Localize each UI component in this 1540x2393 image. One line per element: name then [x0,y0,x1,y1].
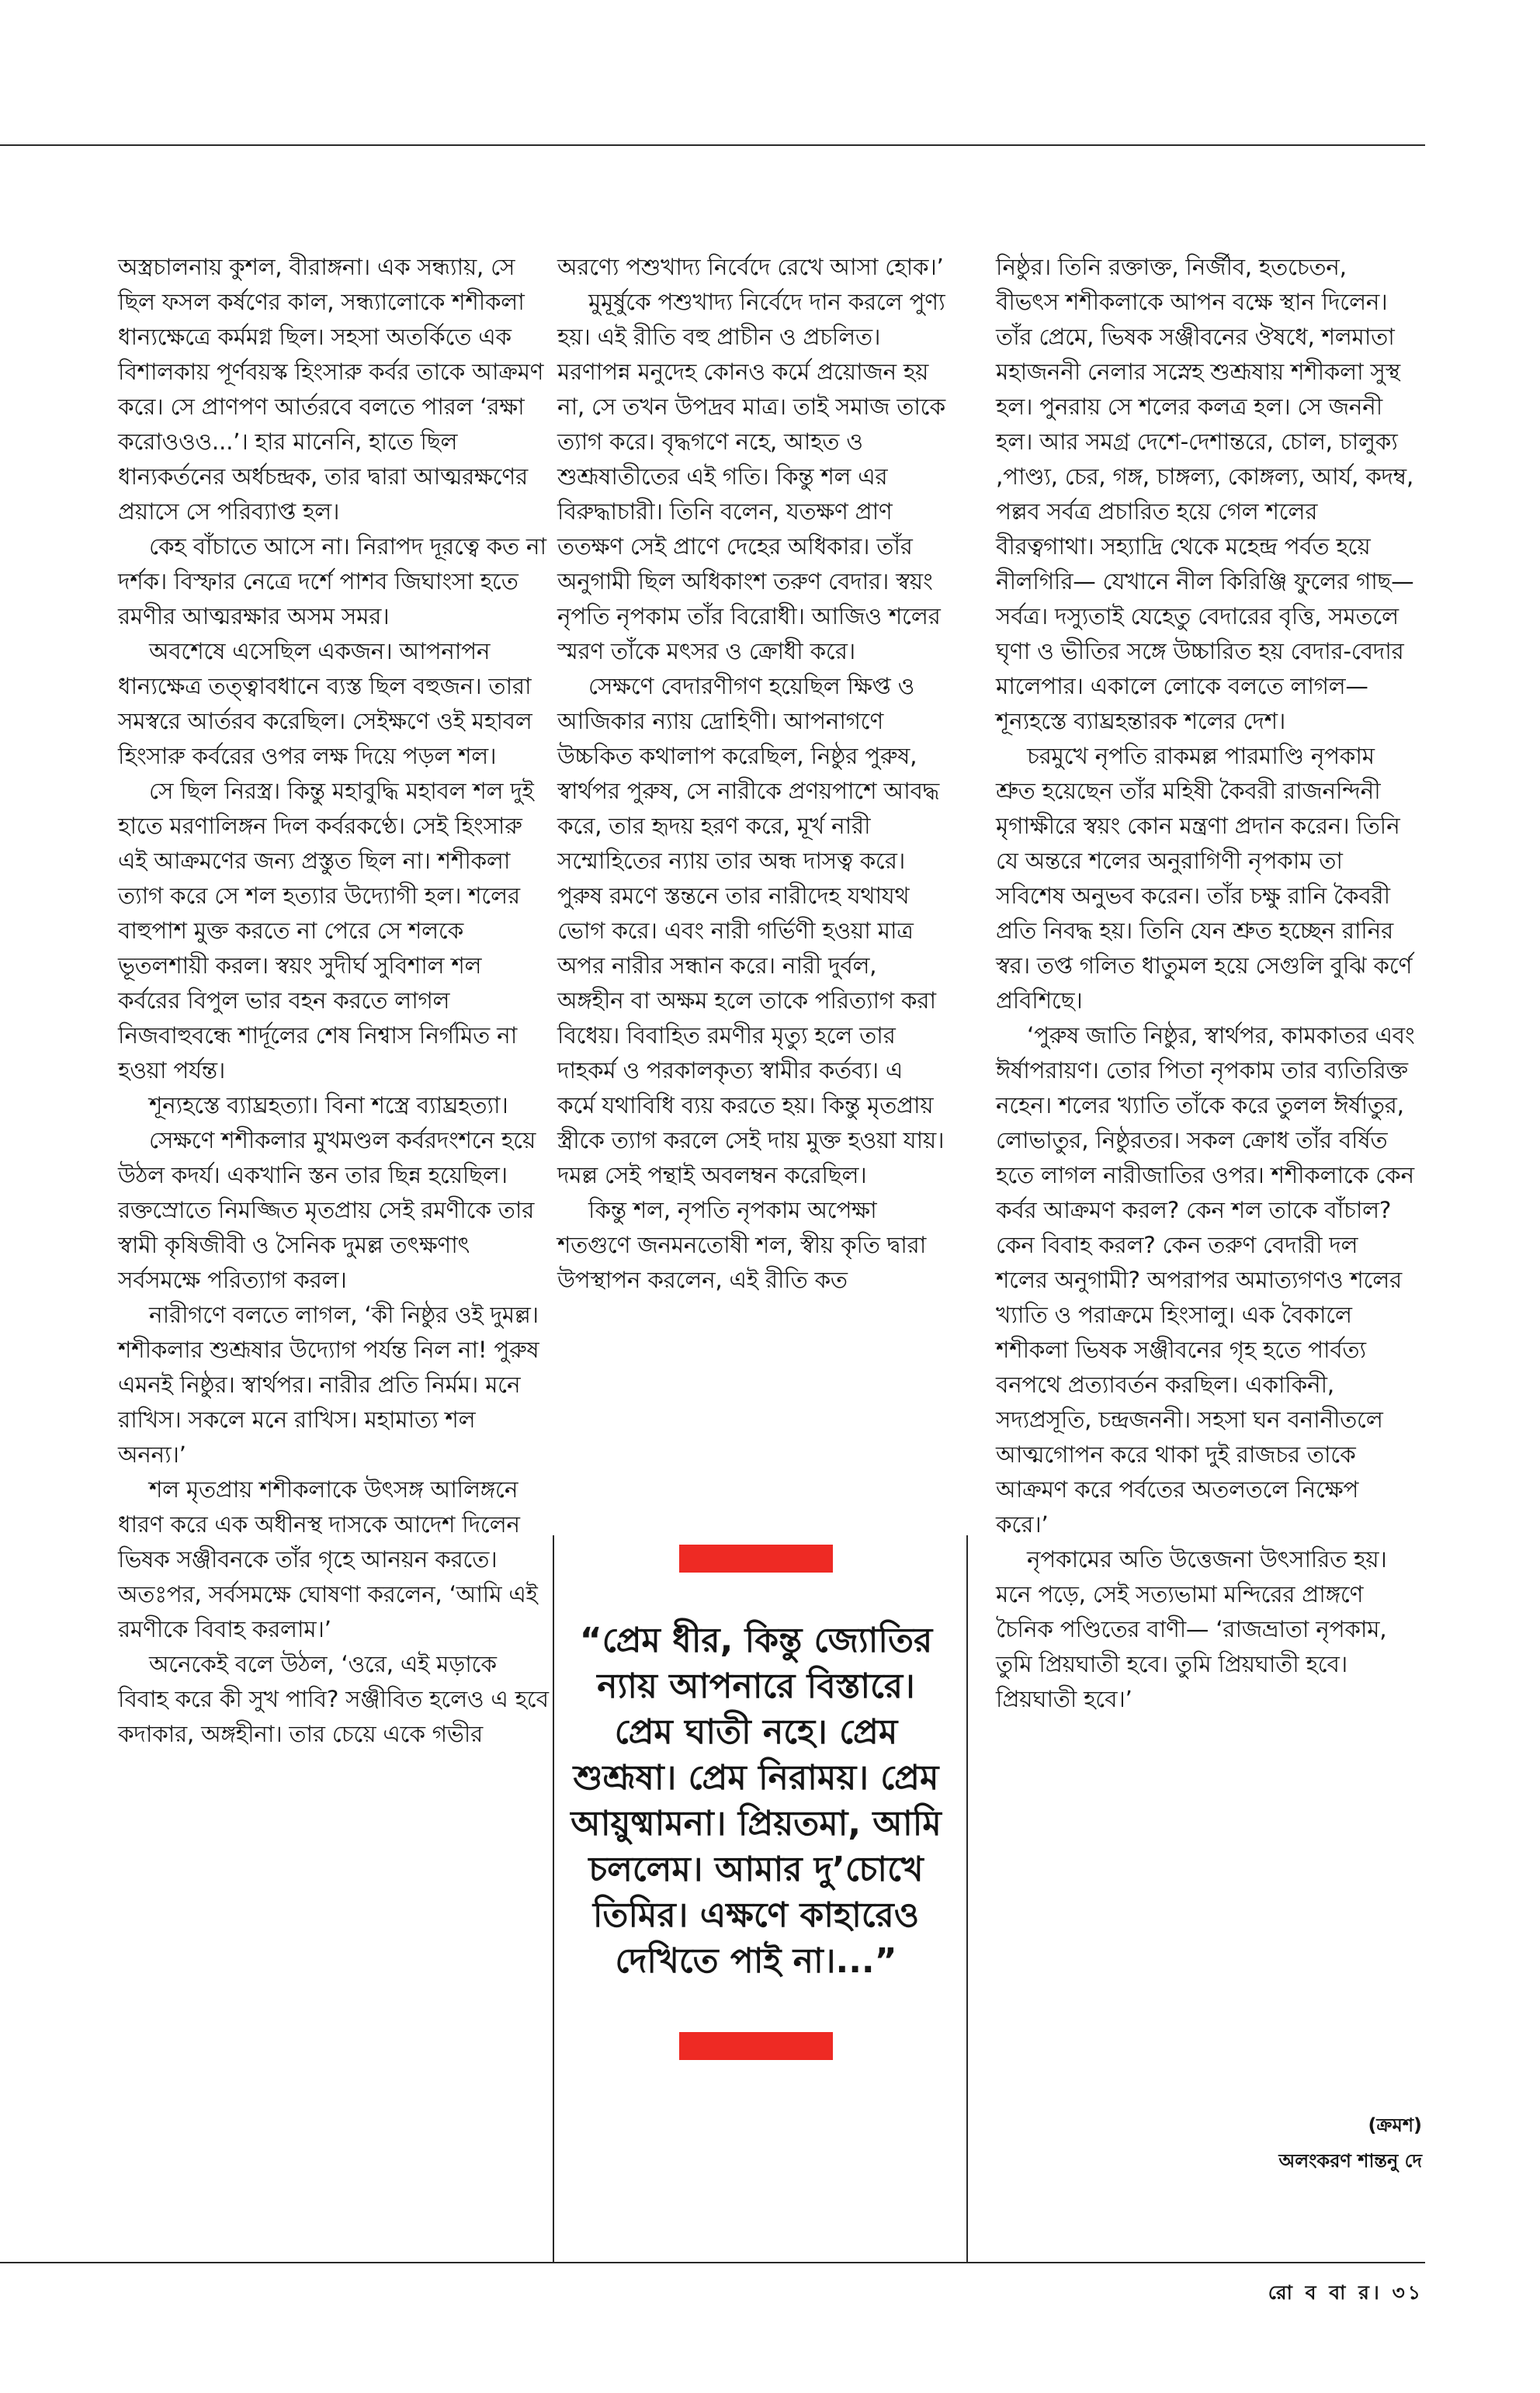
bottom-rule [0,2262,1425,2263]
paragraph: শল মৃতপ্রায় শশীকলাকে উৎসঙ্গ আলিঙ্গনে ধারণ করে এক অধীনস্থ দাসকে আদেশ দিলেন ভিষক সঞ্জীবনকে তাঁর গৃহে আনয়ন করতে। অতঃপর, সর্বসমক্ষে ঘোষণা করলেন, ‘আমি এই রমণীকে বিবাহ করলাম।’ [118,1476,538,1642]
paragraph: শূন্যহস্তে ব্যাঘ্রহত্যা। বিনা শস্ত্রে ব্যাঘ্রহত্যা। [149,1092,508,1118]
paragraph: কিন্তু শল, নৃপতি নৃপকাম অপেক্ষা শতগুণে জনমনতোষী শল, স্বীয় কৃতি দ্বারা উপস্থাপন করলেন, এই রীতি কত [557,1197,927,1293]
top-rule [0,144,1425,146]
column-divider-left [553,1535,554,2263]
page-footer: রো ব বা র। ৩১ [1268,2281,1424,2304]
article-column-1 [118,250,549,1752]
continued-note: (ক্রমশ) [1368,2114,1422,2136]
column-divider-right [966,1535,968,2263]
paragraph: মুমূর্ষুকে পশুখাদ্য নির্বেদে দান করলে পুণ্য হয়। এই রীতি বহু প্রাচীন ও প্রচলিত। মরণাপন্ন মনুদেহ কোনও কর্মে প্রয়োজন হয় না, সে তখন উপদ্রব মাত্র। তাই সমাজ তাকে ত্যাগ করে। বৃদ্ধগণে নহে, আহত ও শুশ্রূষাতীতের এই গতি। কিন্তু শল এর বিরুদ্ধাচারী। তিনি বলেন, যতক্ষণ প্রাণ ততক্ষণ সেই প্রাণে দেহের অধিকার। তাঁর অনুগামী ছিল অধিকাংশ তরুণ বেদার। স্বয়ং নৃপতি নৃপকাম তাঁর বিরোধী। আজিও শলের স্মরণ তাঁকে মৎসর ও ক্রোধী করে। [557,289,945,664]
pull-quote-bottom-bar [679,2032,833,2060]
paragraph: ‘পুরুষ জাতি নিষ্ঠুর, স্বার্থপর, কামকাতর এবং ঈর্ষাপরায়ণ। তোর পিতা নৃপকাম তার ব্যতিরিক্ত নহেন। শলের খ্যাতি তাঁকে করে তুলল ঈর্ষাতুর, লোভাতুর, নিষ্ঠুরতর। সকল ক্রোধ তাঁর বর্ষিত হতে লাগল নারীজাতির ওপর। শশীকলাকে কেন কর্বর আক্রমণ করল? কেন শল তাকে বাঁচাল? কেন বিবাহ করল? কেন তরুণ বেদারী দল শলের অনুগামী? অপরাপর অমাত্যগণও শলের খ্যাতি ও পরাক্রমে হিংসালু। এক বৈকালে শশীকলা ভিষক সঞ্জীবনের গৃহ হতে পার্বত্য বনপথে প্রত্যাবর্তন করছিল। একাকিনী, সদ্যপ্রসূতি, চন্দ্রজননী। সহসা ঘন বনানীতলে আত্মগোপন করে থাকা দুই রাজচর তাকে আক্রমণ করে পর্বতের অতলতলে নিক্ষেপ করে।’ [996,1022,1415,1538]
illustration-credit: অলংকরণ শান্তনু দে [1278,2150,1422,2172]
paragraph: সেক্ষণে শশীকলার মুখমণ্ডল কর্বরদংশনে হয়ে উঠল কদর্য। একখানি স্তন তার ছিন্ন হয়েছিল। রক্তস্রোতে নিমজ্জিত মৃতপ্রায় সেই রমণীকে তার স্বামী কৃষিজীবী ও সৈনিক দুমল্ল তৎক্ষণাৎ সর্বসমক্ষে পরিত্যাগ করল। [118,1127,536,1293]
paragraph: নিষ্ঠুর। তিনি রক্তাক্ত, নির্জীব, হতচেতন, বীভৎস শশীকলাকে আপন বক্ষে স্থান দিলেন। তাঁর প্রেমে, ভিষক সঞ্জীবনের ঔষধে, শলমাতা মহাজননী নেলার সস্নেহ শুশ্রূষায় শশীকলা সুস্থ হল। পুনরায় সে শলের কলত্র হল। সে জননী হল। আর সমগ্র দেশে-দেশান্তরে, চোল, চালুক্য ,পাণ্ড্য, চের, গঙ্গ, চাঙ্গল্য, কোঙ্গল্য, আর্য, কদম্ব, পল্লব সর্বত্র প্রচারিত হয়ে গেল শলের বীরত্বগাথা। সহ্যাদ্রি থেকে মহেন্দ্র পর্বত হয়ে নীলগিরি— যেখানে নীল কিরিঞ্জি ফুলের গাছ— সর্বত্র। দস্যুতাই যেহেতু বেদারের বৃত্তি, সমতলে ঘৃণা ও ভীতির সঙ্গে উচ্চারিত হয় বেদার-বেদার মালেপার। একালে লোকে বলতে লাগল— শূন্যহস্তে ব্যাঘ্রহন্তারক শলের দেশ। [996,254,1414,734]
paragraph: অস্ত্রচালনায় কুশল, বীরাঙ্গনা। এক সন্ধ্যায়, সে ছিল ফসল কর্ষণের কাল, সন্ধ্যালোকে শশীকলা ধান্যক্ষেত্রে কর্মমগ্ন ছিল। সহসা অতর্কিতে এক বিশালকায় পূর্ণবয়স্ক হিংসারু কর্বর তাকে আক্রমণ করে। সে প্রাণপণ আর্তরবে বলতে পারল ‘রক্ষা করোওওও...’। হার মানেনি, হাতে ছিল ধান্যকর্তনের অর্ধচন্দ্রক, তার দ্বারা আত্মরক্ষণের প্রয়াসে সে পরিব্যাপ্ত হল। [118,254,544,525]
paragraph: নৃপকামের অতি উত্তেজনা উৎসারিত হয়। মনে পড়ে, সেই সত্যভামা মন্দিরের প্রাঙ্গণে চৈনিক পণ্ডিতের বাণী— ‘রাজভ্রাতা নৃপকাম, তুমি প্রিয়ঘাতী হবে। তুমি প্রিয়ঘাতী হবে। প্রিয়ঘাতী হবে।’ [996,1546,1387,1712]
paragraph: নারীগণে বলতে লাগল, ‘কী নিষ্ঠুর ওই দুমল্ল। শশীকলার শুশ্রূষার উদ্যোগ পর্যন্ত নিল না! পুরুষ এমনই নিষ্ঠুর। স্বার্থপর। নারীর প্রতি নির্মম। মনে রাখিস। সকলে মনে রাখিস। মহামাত্য শল অনন্য।’ [118,1302,539,1468]
article-column-3 [996,250,1415,1717]
pull-quote-text: “প্রেম ধীর, কিন্তু জ্যোতির ন্যায় আপনারে বিস্তারে। প্রেম ঘাতী নহে। প্রেম শুশ্রূষা। প্রেম নিরাময়। প্রেম আয়ুষ্মামনা। প্রিয়তমা, আমি চললেম। আমার দু’চোখে তিমির। এক্ষণে কাহারেও দেখিতে পাই না।...” [571,1621,942,1981]
paragraph: সে ছিল নিরস্ত্র। কিন্তু মহাবুদ্ধি মহাবল শল দুই হাতে মরণালিঙ্গন দিল কর্বরকণ্ঠে। সেই হিংসারু এই আক্রমণের জন্য প্রস্তুত ছিল না। শশীকলা ত্যাগ করে সে শল হত্যার উদ্যোগী হল। শলের বাহুপাশ মুক্ত করতে না পেরে সে শলকে ভূতলশায়ী করল। স্বয়ং সুদীর্ঘ সুবিশাল শল কর্বরের বিপুল ভার বহন করতে লাগল নিজবাহুবন্ধে শার্দূলের শেষ নিশ্বাস নির্গমিত না হওয়া পর্যন্ত। [118,778,534,1084]
paragraph: অবশেষে এসেছিল একজন। আপনাপন ধান্যক্ষেত্র তত্ত্বাবধানে ব্যস্ত ছিল বহুজন। তারা সমস্বরে আর্তরব করেছিল। সেইক্ষণে ওই মহাবল হিংসারু কর্বরের ওপর লক্ষ দিয়ে পড়ল শল। [118,638,532,769]
article-column-2 [557,250,947,1298]
paragraph: কেহ বাঁচাতে আসে না। নিরাপদ দূরত্বে কত না দর্শক। বিস্ফার নেত্রে দর্শে পাশব জিঘাংসা হতে রমণীর আত্মরক্ষার অসম সমর। [118,533,546,629]
paragraph: সেক্ষণে বেদারণীগণ হয়েছিল ক্ষিপ্ত ও আজিকার ন্যায় দ্রোহিণী। আপনাগণে উচ্চকিত কথালাপ করেছিল, নিষ্ঠুর পুরুষ, স্বার্থপর পুরুষ, সে নারীকে প্রণয়পাশে আবদ্ধ করে, তার হৃদয় হরণ করে, মূর্খ নারী সম্মোহিতের ন্যায় তার অন্ধ দাসত্ব করে। পুরুষ রমণে স্তন্তনে তার নারীদেহ যথাযথ ভোগ করে। এবং নারী গর্ভিণী হওয়া মাত্র অপর নারীর সন্ধান করে। নারী দুর্বল, অঙ্গহীন বা অক্ষম হলে তাকে পরিত্যাগ করা বিধেয়। বিবাহিত রমণীর মৃত্যু হলে তার দাহকর্ম ও পরকালকৃত্য স্বামীর কর্তব্য। এ কর্মে যথাবিধি ব্যয় করতে হয়। কিন্তু মৃতপ্রায় স্ত্রীকে ত্যাগ করলে সেই দায় মুক্ত হওয়া যায়। দমল্ল সেই পন্থাই অবলম্বন করেছিল। [557,673,945,1188]
pull-quote [567,1545,945,2060]
paragraph: অনেকেই বলে উঠল, ‘ওরে, এই মড়াকে বিবাহ করে কী সুখ পাবি? সঞ্জীবিত হলেও এ হবে কদাকার, অঙ্গহীনা। তার চেয়ে একে গভীর [118,1651,549,1747]
paragraph: চরমুখে নৃপতি রাকমল্ল পারমাণ্ডি নৃপকাম শ্রুত হয়েছেন তাঁর মহিষী কৈবরী রাজনন্দিনী মৃগাক্ষীরে স্বয়ং কোন মন্ত্রণা প্রদান করেন। তিনি যে অন্তরে শলের অনুরাগিণী নৃপকাম তা সবিশেষ অনুভব করেন। তাঁর চক্ষু রানি কৈবরী প্রতি নিবদ্ধ হয়। তিনি যেন শ্রুত হচ্ছেন রানির স্বর। তপ্ত গলিত ধাতুমল হয়ে সেগুলি বুঝি কর্ণে প্রবিশিছে। [996,743,1413,1014]
paragraph: অরণ্যে পশুখাদ্য নির্বেদে রেখে আসা হোক।’ [557,254,944,280]
pull-quote-top-bar [679,1545,833,1573]
